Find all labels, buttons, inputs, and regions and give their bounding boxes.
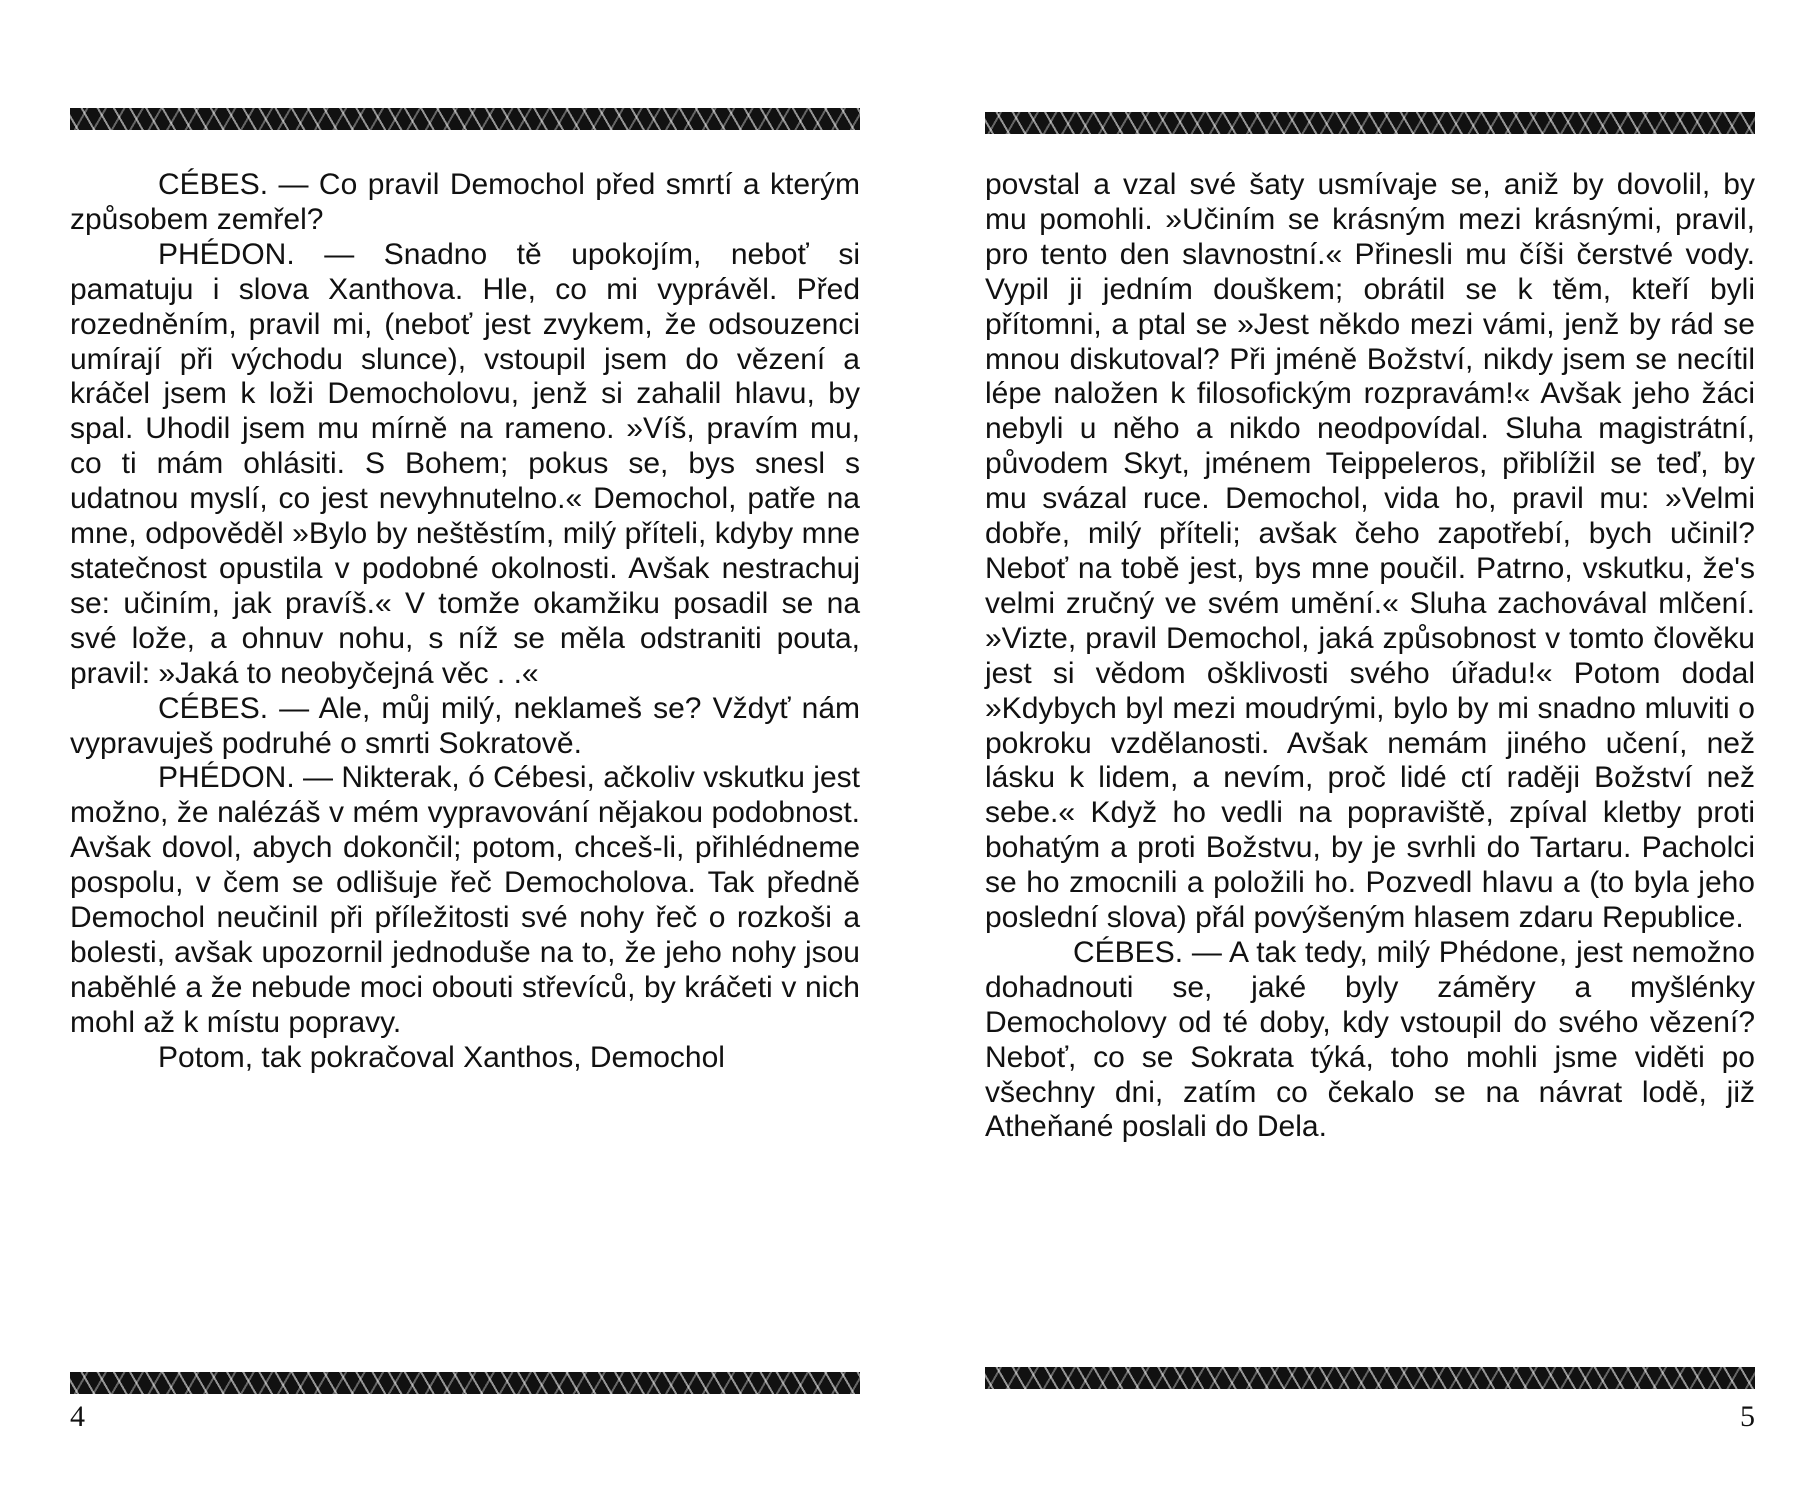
ornamental-border-bottom xyxy=(70,1372,860,1394)
left-page-text xyxy=(70,168,860,1076)
paragraph: povstal a vzal své šaty usmívaje se, aniž by dovolil, by mu pomohli. »Učiním se krásným mezi krásnými, pravil, pro tento den slavnostní.« Přinesli mu číši čerstvé vody. Vypil ji jedním douškem; obrátil se k těm, kteří byli přítomni, a ptal se »Jest někdo mezi vámi, jenž by rád se mnou diskutoval? Při jméně Božství, nikdy jsem se necítil lépe naložen k filosofickým rozpravám!« Avšak jeho žáci nebyli u něho a nikdo neodpovídal. Sluha magistrátní, původem Skyt, jménem Teippeleros, přiblížil se teď, by mu svázal ruce. Demochol, vida ho, pravil mu: »Velmi dobře, milý příteli; avšak čeho zapotřebí, bych učinil? Neboť na tobě jest, bys mne poučil. Patrno, vskutku, že's velmi zručný ve svém umění.« Sluha zachovával mlčení. »Vizte, pravil Demochol, jaká způsobnost v tomto člověku jest si vědom ošklivosti svého úřadu!« Potom dodal »Kdybych byl mezi moudrými, bylo by mi snadno mluviti o pokroku vzdělanosti. Avšak nemám jiného učení, než lásku k lidem, a nevím, proč lidé ctí raději Božství než sebe.« Když ho vedli na popraviště, zpíval kletby proti bohatým a proti Božstvu, by je svrhli do Tartaru. Pacholci se ho zmocnili a položili ho. Pozvedl hlavu a (to byla jeho poslední slova) přál povýšeným hlasem zdaru Republice. xyxy=(985,168,1755,935)
paragraph: Potom, tak pokračoval Xanthos, Demochol xyxy=(158,1040,725,1074)
paragraph: CÉBES. — Co pravil Demochol před smrtí a kterým způsobem zemřel? xyxy=(70,168,860,236)
page-number: 4 xyxy=(70,1400,85,1433)
right-page-text xyxy=(985,168,1755,1145)
ornamental-border-top xyxy=(70,108,860,130)
right-page xyxy=(985,0,1755,1500)
left-page xyxy=(70,0,860,1500)
paragraph: PHÉDON. — Nikterak, ó Cébesi, ačkoliv vskutku jest možno, že nalézáš v mém vypravování nějakou podobnost. Avšak dovol, abych dokončil; potom, chceš-li, přihlédneme pospolu, v čem se odlišuje řeč Democholova. Tak předně Demochol neučinil při příležitosti své nohy řeč o rozkoši a bolesti, avšak upozornil jednoduše na to, že jeho nohy jsou naběhlé a že nebude moci obouti střevíců, by kráčeti v nich mohl až k místu popravy. xyxy=(70,761,860,1039)
paragraph: CÉBES. — A tak tedy, milý Phédone, jest nemožno dohadnouti se, jaké byly záměry a myšlénky Democholovy od té doby, kdy vstoupil do svého vězení? Neboť, co se Sokrata týká, toho mohli jsme viděti po všechny dni, zatím co čekalo se na návrat lodě, již Atheňané poslali do Dela. xyxy=(985,935,1755,1144)
page-number: 5 xyxy=(1740,1400,1755,1433)
ornamental-border-top xyxy=(985,112,1755,134)
paragraph: CÉBES. — Ale, můj milý, neklameš se? Vždyť nám vypravuješ podruhé o smrti Sokratově. xyxy=(70,691,860,760)
paragraph: PHÉDON. — Snadno tě upokojím, neboť si pamatuju i slova Xanthova. Hle, co mi vyprávěl. Před rozedněním, pravil mi, (neboť jest zvykem, že odsouzenci umírají při východu slunce), vstoupil jsem do vězení a kráčel jsem k loži Democholovu, jenž si zahalil hlavu, by spal. Uhodil jsem mu mírně na rameno. »Víš, pravím mu, co ti mám ohlásiti. S Bohem; pokus se, bys snesl s udatnou myslí, co jest nevyhnutelno.« Demochol, patře na mne, odpověděl »Bylo by neštěstím, milý příteli, kdyby mne statečnost opustila v podobné okolnosti. Avšak nestrachuj se: učiním, jak pravíš.« V tomže okamžiku posadil se na své lože, a ohnuv nohu, s níž se měla odstraniti pouta, pravil: »Jaká to neobyčejná věc . .« xyxy=(70,237,860,690)
ornamental-border-bottom xyxy=(985,1367,1755,1389)
